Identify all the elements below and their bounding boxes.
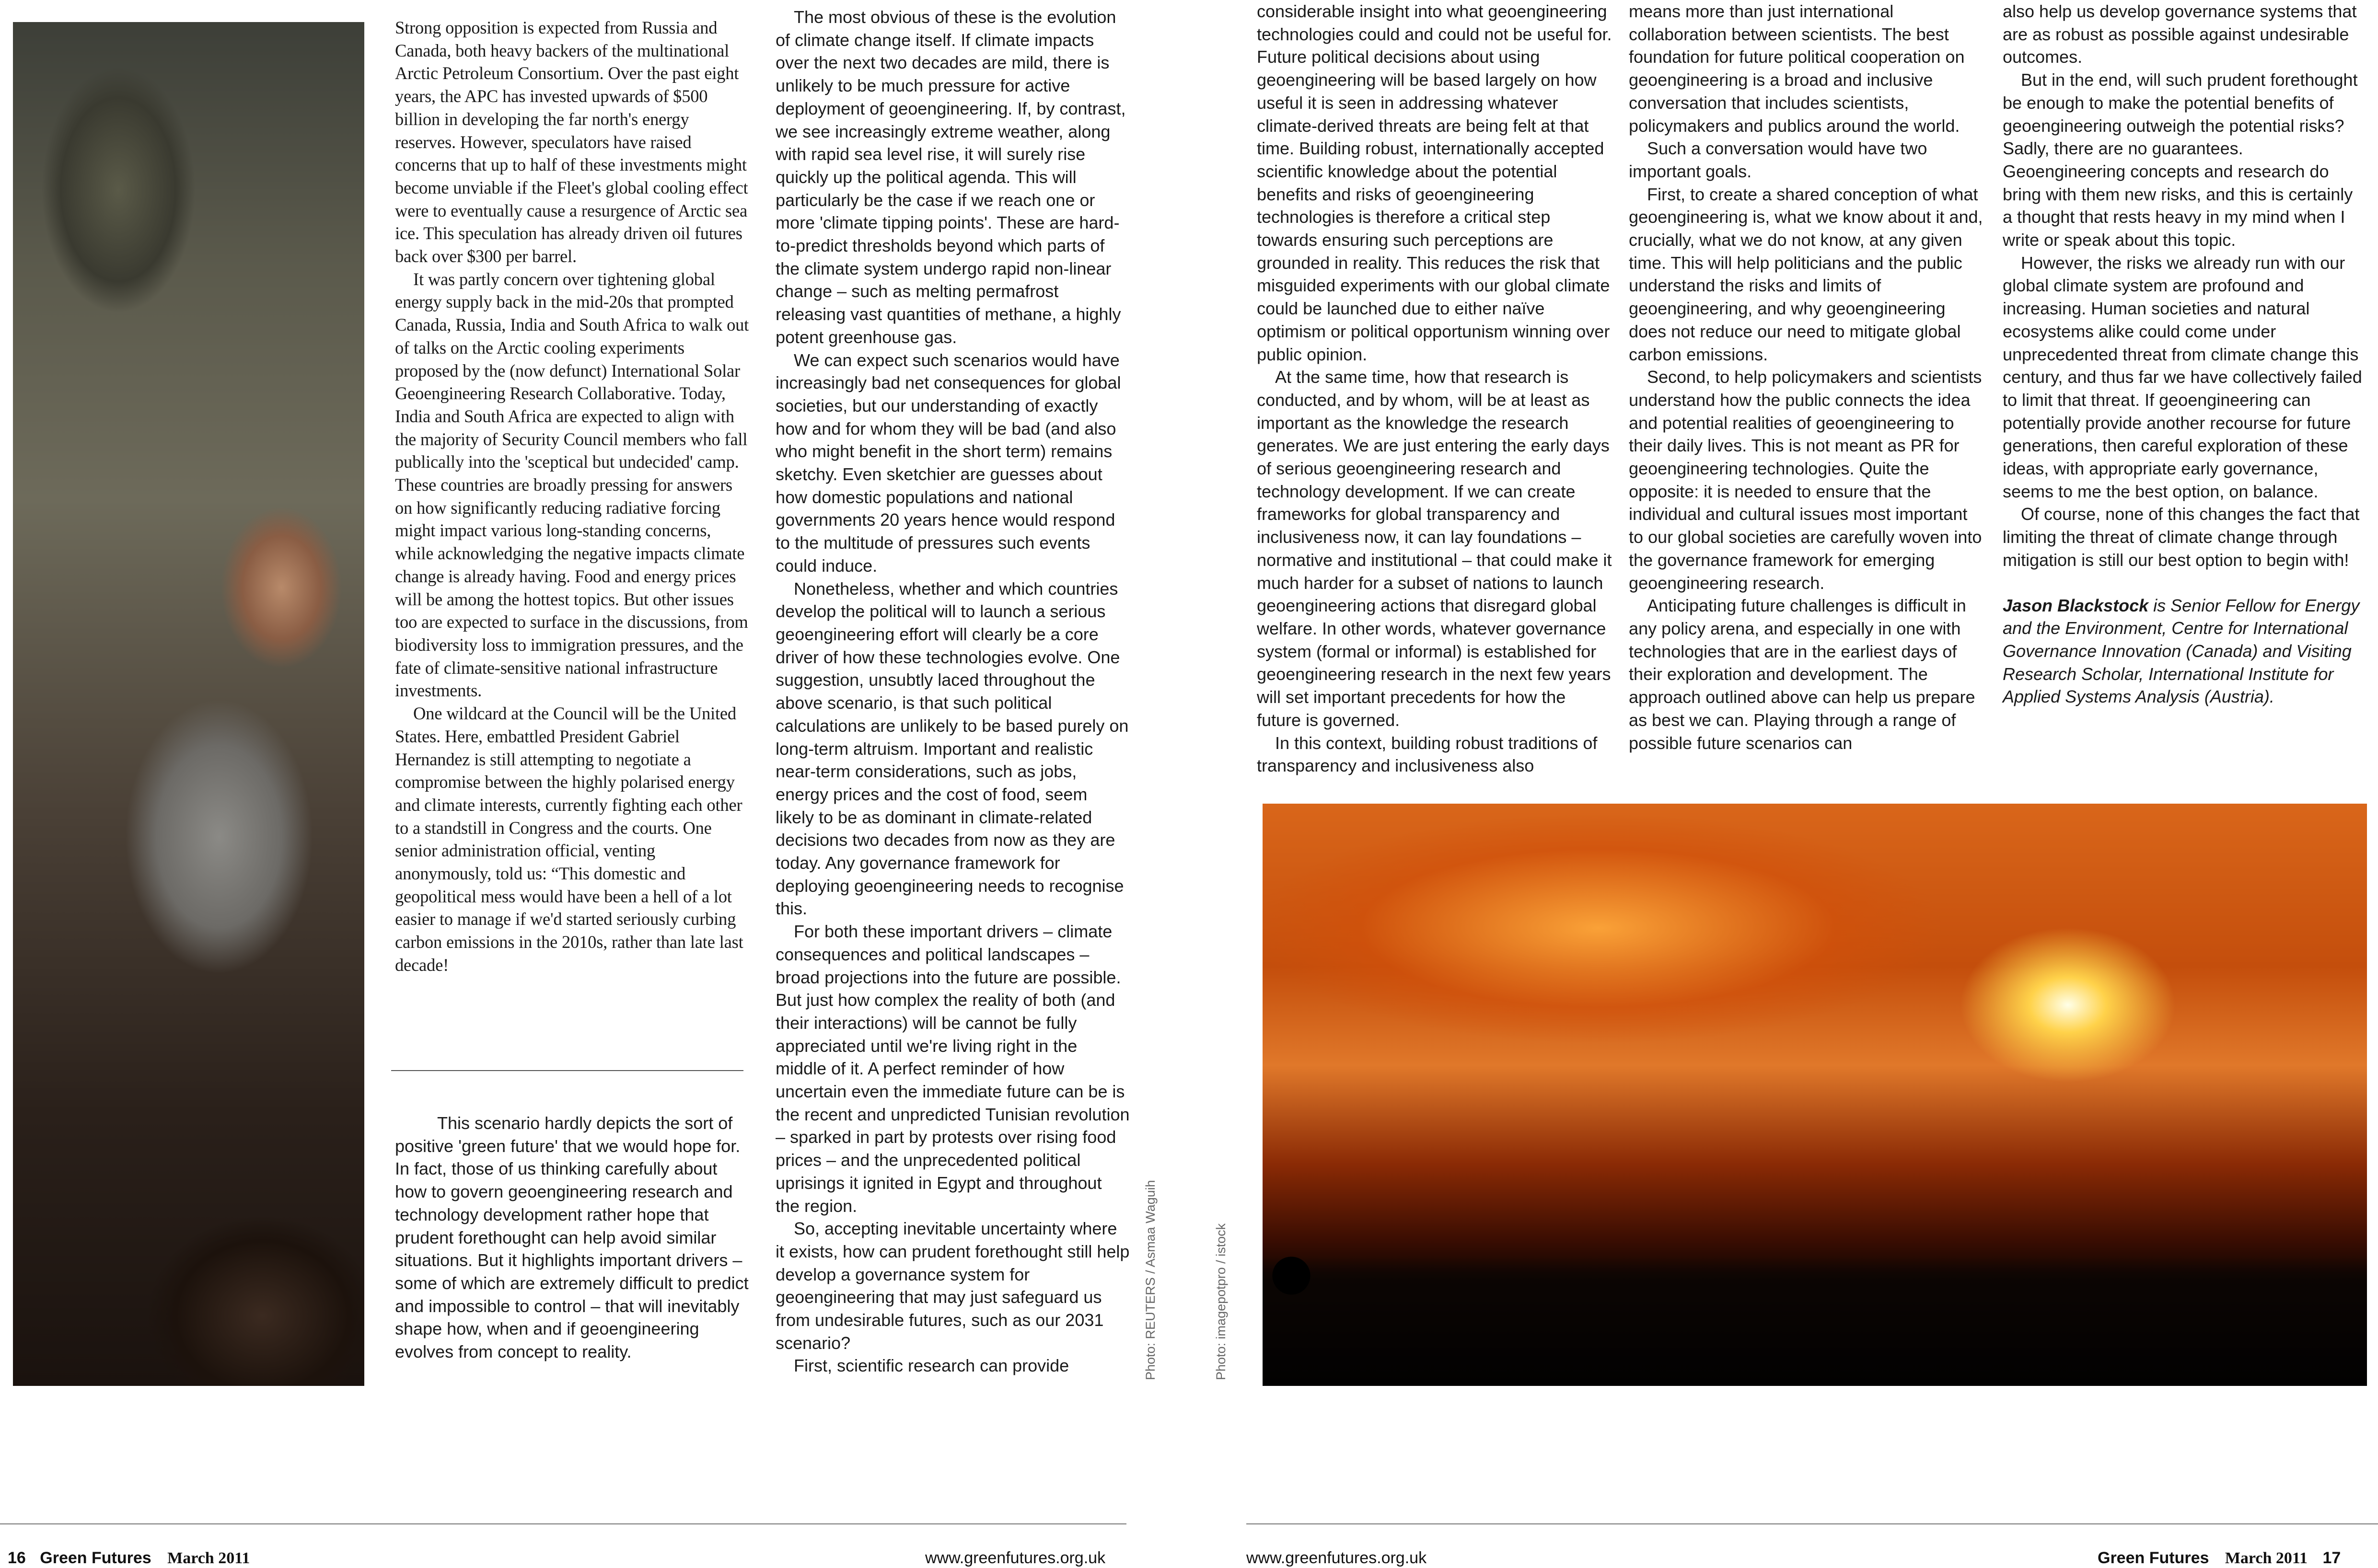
crowd-silhouette bbox=[1263, 1257, 2367, 1386]
footer-rule-left bbox=[0, 1523, 1126, 1524]
author-bio bbox=[2003, 594, 2367, 709]
paragraph: Anticipating future challenges is difficult in any policy arena, and especially in one with technologies that are in the earliest days of their exploration and development. The approach outlined above can help us prepare as best we can. Playing through a range of possible future scenarios can bbox=[1629, 596, 1975, 753]
paragraph: For both these important drivers – climate consequences and political landscapes – broad projections into the future are possible. But just how complex the reality of both (and their interactions) will be cannot be fully appreciated until we're living right in the middle of it. A perfect reminder of how uncertain even the immediate future can be is the recent and unpredicted Tunisian revolution – sparked in part by protests over rising food prices – and the unprecedented political uprisings it ignited in Egypt and throughout the region. bbox=[776, 922, 1130, 1216]
footer-right bbox=[2098, 1549, 2341, 1568]
footer-url-right[interactable]: www.greenfutures.org.uk bbox=[1246, 1549, 1427, 1567]
paragraph: We can expect such scenarios would have increasingly bad net consequences for global societies, but our understanding of exactly how and for whom they will be bad (and also who might benefit in the short term) remains sketchy. Even sketchier are guesses about how domestic populations and national governments 20 years hence would respond to the multitude of pressures such events could induce. bbox=[776, 350, 1121, 576]
article-column-5 bbox=[2003, 0, 2367, 708]
page-number: 17 bbox=[2322, 1549, 2341, 1567]
paragraph: First, to create a shared conception of what geoengineering is, what we know about it and, crucially, what we do not know, at any given time. This will help politicians and the public understand the risks and limits of geoengineering, and why geoengineering does not reduce our need to mitigate global carbon emissions. bbox=[1629, 184, 1983, 364]
footer-url-left[interactable]: www.greenfutures.org.uk bbox=[925, 1549, 1106, 1567]
paragraph: Nonetheless, whether and which countries develop the political will to launch a serious geoengineering effort will clearly be a core driver of how these technologies evolve. One suggestion, unsubtly laced throughout the above scenario, is that such political calculations are unlikely to be based purely on long-term altruism. Important and realistic near-term considerations, such as jobs, energy prices and the cost of food, seem likely to be as dominant in climate-related decisions two decades from now as they are today. Any governance framework for deploying geoengineering needs to recognise this. bbox=[776, 578, 1129, 919]
author-name: Jason Blackstock bbox=[2003, 595, 2149, 615]
article-column-1 bbox=[395, 16, 750, 977]
paragraph: But in the end, will such prudent forethought be enough to make the potential benefits of geoengineering outweigh the potential risks? Sadly, there are no guarantees. Geoengineering concepts and research do bring with them new risks, and this is certainly a thought that rests heavy in my mind when I write or speak about this topic. bbox=[2003, 70, 2358, 250]
magazine-name: Green Futures bbox=[2098, 1549, 2209, 1567]
article-column-4 bbox=[1629, 0, 1986, 754]
issue-date: March 2011 bbox=[2225, 1549, 2308, 1567]
paragraph: means more than just international collaboration between scientists. The best foundation for future political cooperation on geoengineering is a broad and inclusive conversation that includes scientists, policymakers and publics around the world. bbox=[1629, 1, 1965, 136]
footer-rule-right bbox=[1246, 1523, 2378, 1524]
footer-left bbox=[8, 1549, 250, 1568]
author-bio-text: is Senior Fellow for Energy and the Environment, Centre for International Governance Innovation (Canada) and Visiting Research Scholar, International Institute for Applied Systems Analysis (Austria). bbox=[2003, 595, 2360, 707]
issue-date: March 2011 bbox=[167, 1549, 250, 1567]
paragraph: It was partly concern over tightening global energy supply back in the mid-20s that prompted Canada, Russia, India and South Africa to walk out of talks on the Arctic cooling experiments proposed by the (now defunct) International Solar Geoengineering Research Collaborative. Today, India and South Africa are expected to align with the majority of Security Council members who fall publically into the 'sceptical but undecided' camp. These countries are broadly pressing for answers on how significantly reducing radiative forcing might impact various long-standing concerns, while acknowledging the negative impacts climate change is already having. Food and energy prices will be among the hottest topics. But other issues too are expected to surface in the discussions, from biodiversity loss to immigration pressures, and the fate of climate-sensitive national infrastructure investments. bbox=[395, 269, 749, 701]
paragraph: At the same time, how that research is conducted, and by whom, will be at least as important as the knowledge the research generates. We are just entering the early days of serious geoengineering research and technology development. If we can create frameworks for global transparency and inclusiveness now, it can lay foundations – normative and institutional – that could make it much harder for a subset of nations to launch geoengineering actions that disregard global welfare. In other words, whatever governance system (formal or informal) is established for geoengineering research in the next few years will set important precedents for how the future is governed. bbox=[1257, 367, 1612, 730]
paragraph: In this context, building robust traditions of transparency and inclusiveness also bbox=[1257, 733, 1598, 776]
paragraph: Such a conversation would have two important goals. bbox=[1629, 138, 1927, 181]
paragraph: Second, to help policymakers and scientists understand how the public connects the idea and potential realities of geoengineering to their daily lives. This is not meant as PR for geoengineering technologies. Quite the opposite: it is needed to ensure that the individual and cultural issues most important to our global societies are carefully woven into the governance framework for emerging geoengineering research. bbox=[1629, 367, 1982, 593]
sunset-crowd-photo bbox=[1263, 804, 2367, 1386]
article-column-3 bbox=[1257, 0, 1614, 777]
magazine-name: Green Futures bbox=[40, 1549, 151, 1567]
article-column-2 bbox=[776, 6, 1130, 1377]
photo-credit-right: Photo: imagepotpro / istock bbox=[1214, 1223, 1228, 1380]
page-number: 16 bbox=[8, 1549, 26, 1567]
paragraph: However, the risks we already run with our global climate system are profound and increasing. Human societies and natural ecosystems alike could come under unprecedented threat from climate change this century, and thus far we have collectively failed to limit that threat. If geoengineering can potentially provide another recourse for future generations, then careful exploration of these ideas, with appropriate early governance, seems to me the best option, on balance. bbox=[2003, 253, 2362, 501]
paragraph: Strong opposition is expected from Russia and Canada, both heavy backers of the multinational Arctic Petroleum Consortium. Over the past eight years, the APC has invested upwards of $500 billion in developing the far north's energy reserves. However, speculators have raised concerns that up to half of these investments might become unviable if the Fleet's global cooling effect were to eventually cause a resurgence of Arctic sea ice. This speculation has already driven oil futures back over $300 per barrel. bbox=[395, 18, 748, 266]
paragraph: One wildcard at the Council will be the United States. Here, embattled President Gabriel Hernandez is still attempting to negotiate a compromise between the highly polarised energy and climate interests, currently fighting each other to a standstill in Congress and the courts. One senior administration official, venting anonymously, told us: “This domestic and geopolitical mess would have been a hell of a lot easier to manage if we'd started seriously curbing carbon emissions in the 2010s, rather than late last decade! bbox=[395, 703, 743, 975]
paragraph: So, accepting inevitable uncertainty where it exists, how can prudent forethought still help develop a governance system for geoengineering that may just safeguard us from undesirable futures, such as our 2031 scenario? bbox=[776, 1219, 1130, 1353]
paragraph: This scenario hardly depicts the sort of positive 'green future' that we would hope for. In fact, those of us thinking carefully about how to govern geoengineering research and technology development rather hope that prudent forethought can help avoid similar situations. But it highlights important drivers – some of which are extremely difficult to predict and impossible to control – that will inevitably shape how, when and if geoengineering evolves from concept to reality. bbox=[395, 1113, 749, 1362]
paragraph: First, scientific research can provide bbox=[794, 1356, 1069, 1376]
section-divider bbox=[391, 1070, 743, 1071]
paragraph: The most obvious of these is the evolution of climate change itself. If climate impacts over the next two decades are mild, there is unlikely to be much pressure for active deployment of geoengineering. If, by contrast, we see increasingly extreme weather, along with rapid sea level rise, it will surely rise quickly up the political agenda. This will particularly be the case if we reach one or more 'climate tipping points'. These are hard-to-predict thresholds beyond which parts of the climate system undergo rapid non-linear change – such as melting permafrost releasing vast quantities of methane, a highly potent greenhouse gas. bbox=[776, 7, 1126, 347]
article-column-1-lower bbox=[395, 1112, 750, 1363]
paragraph: considerable insight into what geoengineering technologies could and could not be useful for. Future political decisions about using geoengineering will be based largely on how useful it is seen in addressing whatever climate-derived threats are being felt at that time. Building robust, internationally accepted scientific knowledge about the potential benefits and risks of geoengineering technologies is therefore a critical step towards ensuring such perceptions are grounded in reality. This reduces the risk that misguided experiments with our global climate could be launched due to either naïve optimism or political opportunism winning over public opinion. bbox=[1257, 1, 1612, 364]
paragraph: Of course, none of this changes the fact that limiting the threat of climate change through mitigation is still our best option to begin with! bbox=[2003, 504, 2360, 570]
paragraph: also help us develop governance systems that are as robust as possible against undesirable outcomes. bbox=[2003, 1, 2357, 67]
photo-credit-left: Photo: REUTERS / Asmaa Waguih bbox=[1143, 1180, 1158, 1380]
protest-photo bbox=[13, 22, 364, 1386]
